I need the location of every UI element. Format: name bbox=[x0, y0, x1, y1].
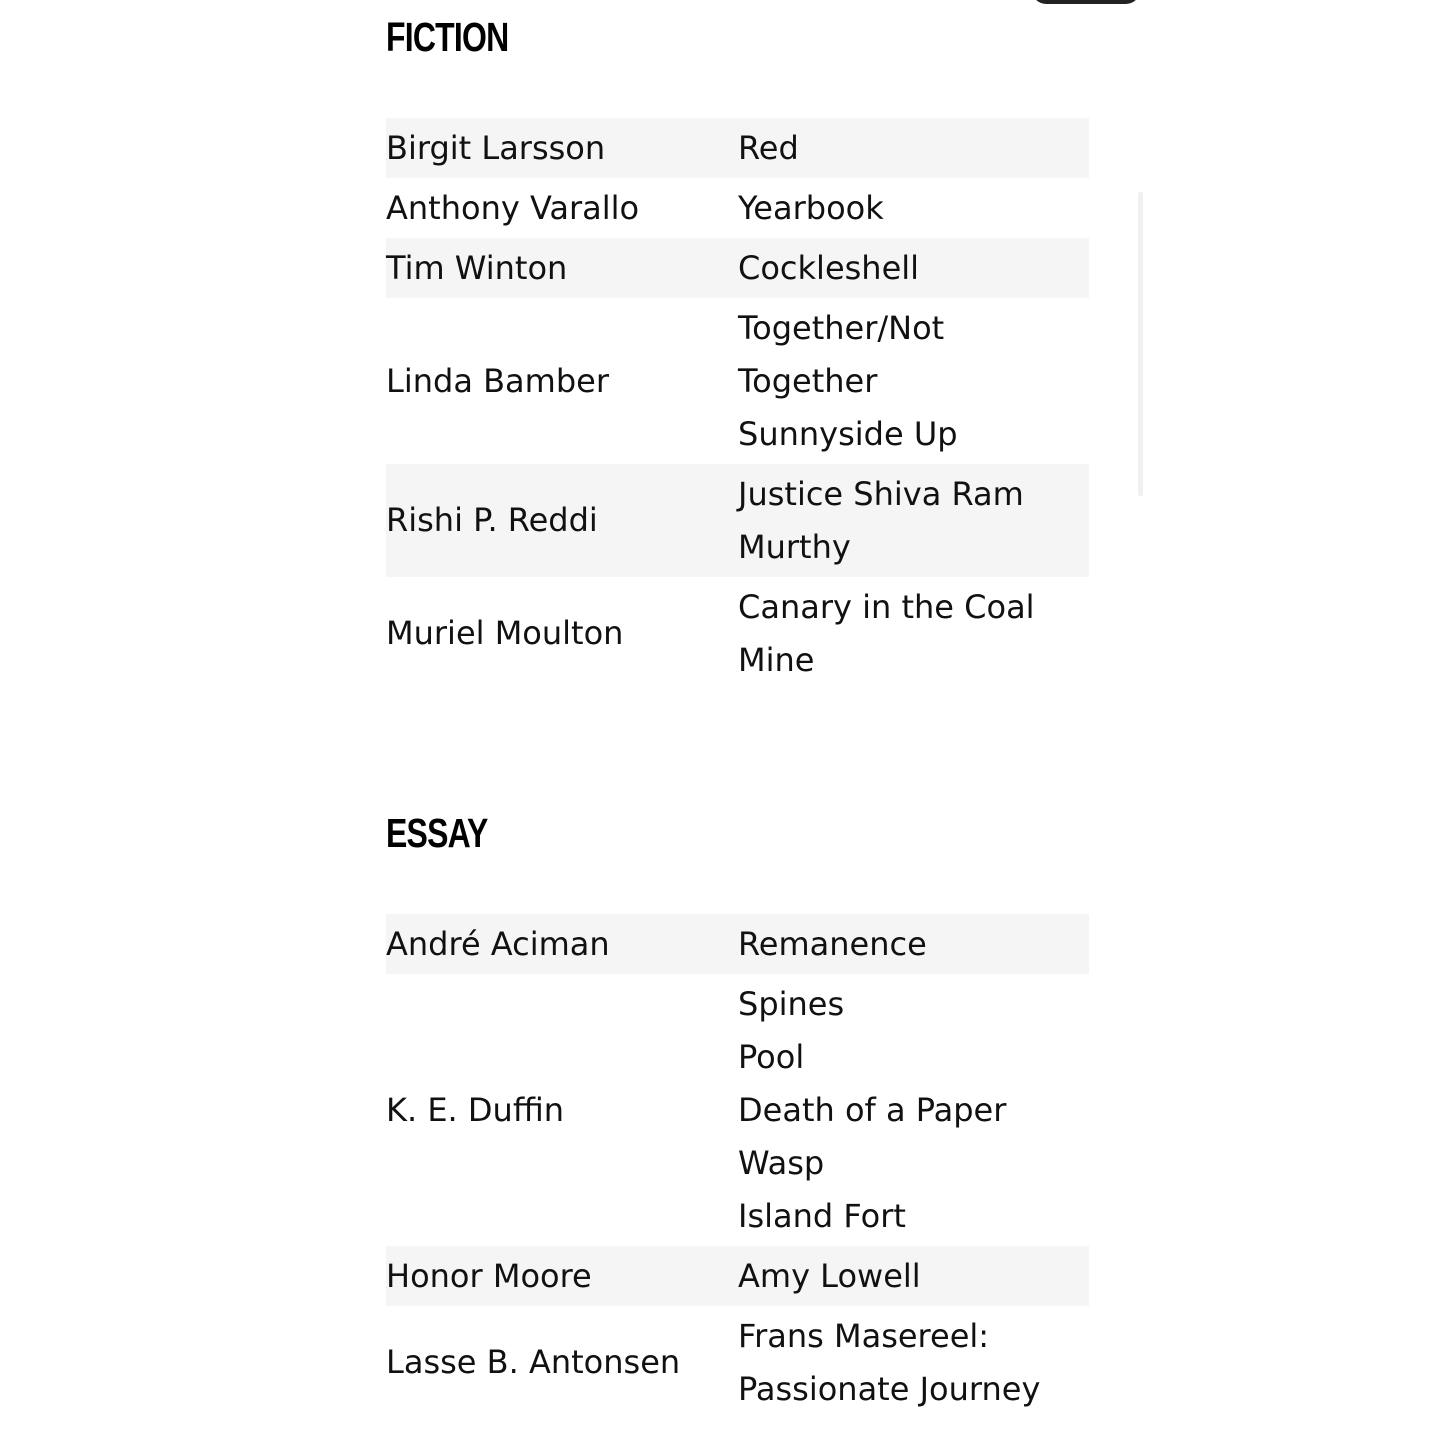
work-title: Amy Lowell bbox=[738, 1257, 921, 1295]
work-titles bbox=[738, 1246, 1089, 1306]
work-titles bbox=[738, 914, 1089, 974]
work-titles bbox=[738, 298, 1089, 464]
table-row bbox=[386, 178, 1089, 238]
author-name: André Aciman bbox=[386, 924, 610, 963]
work-titles bbox=[738, 178, 1089, 238]
work-title: Death of a Paper bbox=[738, 1091, 1007, 1129]
work-title: Together/Not bbox=[738, 309, 945, 347]
work-titles bbox=[738, 118, 1089, 178]
author-name: Muriel Moulton bbox=[386, 614, 624, 652]
author-name: Rishi P. Reddi bbox=[386, 501, 598, 539]
section-title-essay: ESSAY bbox=[386, 810, 488, 856]
contributors-list bbox=[386, 0, 1089, 1419]
scrollbar[interactable] bbox=[1138, 192, 1143, 496]
section-title-fiction: FICTION bbox=[386, 14, 509, 60]
author-name: Tim Winton bbox=[386, 248, 568, 287]
work-title: Yearbook bbox=[738, 189, 884, 227]
work-title: Justice Shiva Ram bbox=[738, 475, 1024, 513]
work-title: Sunnyside Up bbox=[738, 415, 958, 453]
table-row bbox=[386, 238, 1089, 298]
table-row bbox=[386, 914, 1089, 974]
work-title: Wasp bbox=[738, 1144, 825, 1182]
work-titles bbox=[738, 1306, 1089, 1419]
work-title: Murthy bbox=[738, 528, 851, 566]
work-title: Together bbox=[738, 362, 878, 400]
table-row bbox=[386, 298, 1089, 464]
work-title: Mine bbox=[738, 641, 815, 679]
work-title: Passionate Journey bbox=[738, 1370, 1041, 1408]
table-row bbox=[386, 118, 1089, 178]
author-name: Birgit Larsson bbox=[386, 128, 606, 167]
work-titles bbox=[738, 577, 1089, 690]
author-name: Honor Moore bbox=[386, 1256, 592, 1295]
fiction-table bbox=[386, 118, 1089, 690]
work-title: Red bbox=[738, 129, 799, 167]
table-row bbox=[386, 577, 1089, 690]
author-name: Linda Bamber bbox=[386, 361, 609, 400]
author-name: Lasse B. Antonsen bbox=[386, 1343, 681, 1381]
work-titles bbox=[738, 238, 1089, 298]
work-title: Spines bbox=[738, 985, 845, 1023]
table-row bbox=[386, 1246, 1089, 1306]
essay-table bbox=[386, 914, 1089, 1419]
work-titles bbox=[738, 974, 1089, 1246]
work-titles bbox=[738, 464, 1089, 577]
table-row bbox=[386, 974, 1089, 1246]
work-title: Frans Masereel: bbox=[738, 1317, 990, 1355]
table-row bbox=[386, 1306, 1089, 1419]
work-title: Canary in the Coal bbox=[738, 588, 1035, 626]
work-title: Remanence bbox=[738, 925, 927, 963]
table-row bbox=[386, 464, 1089, 577]
author-name: K. E. Duffin bbox=[386, 1090, 565, 1129]
work-title: Cockleshell bbox=[738, 249, 920, 287]
author-name: Anthony Varallo bbox=[386, 188, 640, 227]
work-title: Pool bbox=[738, 1038, 805, 1076]
work-title: Island Fort bbox=[738, 1197, 906, 1235]
